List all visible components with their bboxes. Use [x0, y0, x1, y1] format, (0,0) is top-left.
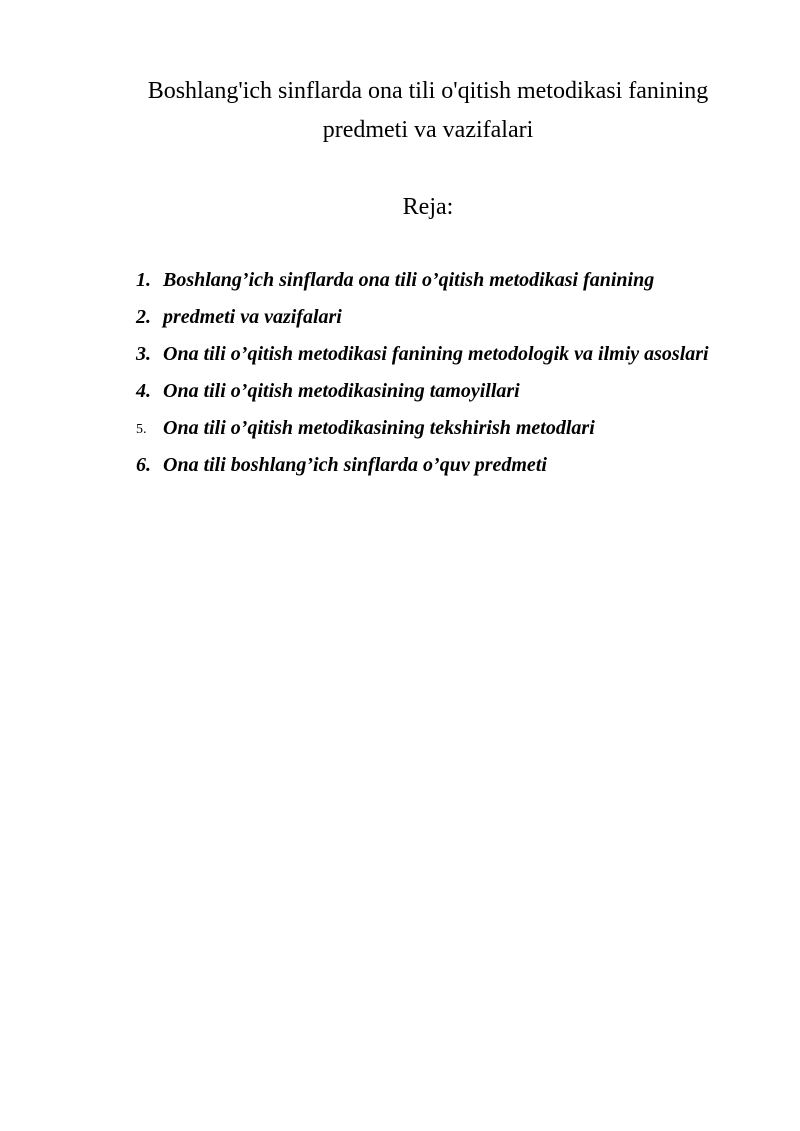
plan-item-text: Ona tili o’qitish metodikasi fanining metodologik va ilmiy asoslari	[163, 343, 709, 365]
plan-item-number: 4.	[136, 380, 151, 402]
plan-item-text: Ona tili o’qitish metodikasining tamoyillari	[163, 380, 520, 402]
plan-heading: Reja:	[402, 194, 454, 220]
plan-item-5	[136, 410, 736, 447]
plan-list	[136, 262, 736, 484]
plan-item-text: Ona tili boshlang’ich sinflarda o’quv predmeti	[163, 454, 547, 476]
plan-item-1	[136, 262, 736, 299]
title-line-2: predmeti va vazifalari	[322, 117, 534, 143]
plan-item-number: 3.	[136, 343, 151, 365]
document-title	[140, 72, 716, 150]
plan-item-2	[136, 299, 736, 336]
plan-item-number: 1.	[136, 269, 151, 291]
plan-item-6	[136, 447, 736, 484]
plan-item-4	[136, 373, 736, 410]
plan-item-number: 2.	[136, 306, 151, 328]
plan-item-text: Boshlang’ich sinflarda ona tili o’qitish metodikasi fanining	[163, 269, 655, 291]
plan-item-text: predmeti va vazifalari	[163, 306, 342, 328]
plan-item-number: 5.	[136, 422, 147, 437]
title-line-1: Boshlang'ich sinflarda ona tili o'qitish metodikasi fanining	[147, 78, 709, 104]
plan-item-text: Ona tili o’qitish metodikasining tekshirish metodlari	[163, 417, 595, 439]
plan-item-number: 6.	[136, 454, 151, 476]
plan-item-3	[136, 336, 736, 373]
